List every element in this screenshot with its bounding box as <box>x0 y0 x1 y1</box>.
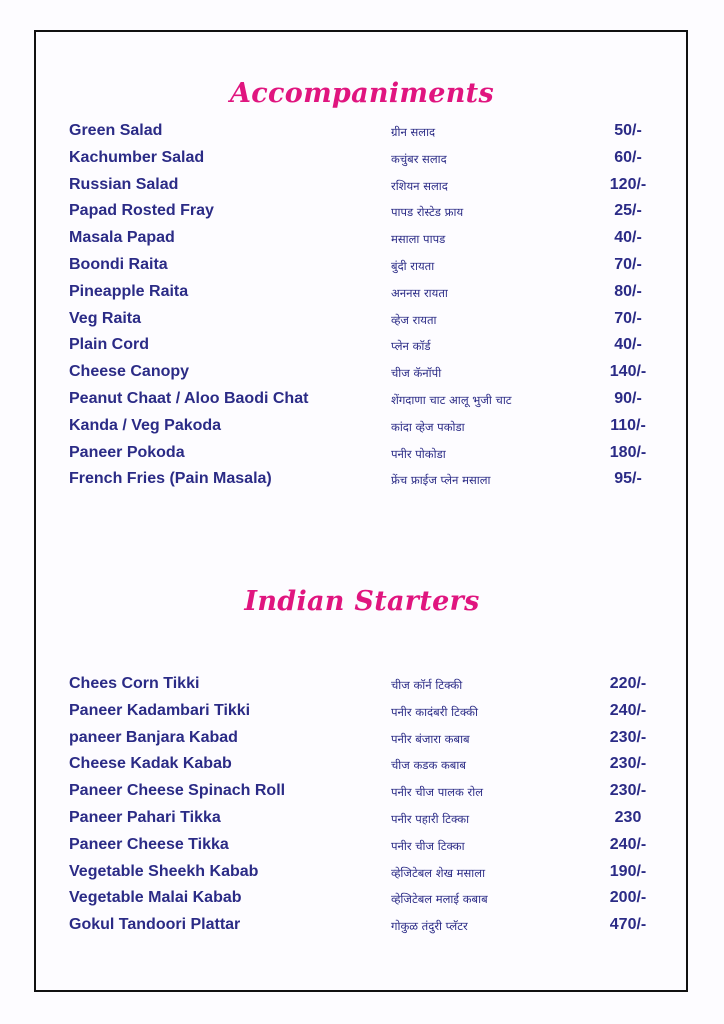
item-price: 70/- <box>614 309 642 327</box>
item-name: Paneer Cheese Spinach Roll <box>69 782 286 800</box>
item-price: 230/- <box>609 728 647 746</box>
item-name-marathi: व्हेजिटेबल शेख मसाला <box>391 865 486 880</box>
item-name: Papad Rosted Fray <box>69 202 214 220</box>
item-name-marathi: पनीर पोकोडा <box>391 446 446 461</box>
item-name: Russian Salad <box>69 175 179 193</box>
item-name-marathi: कचुंबर सलाद <box>391 151 447 166</box>
item-name: Paneer Pahari Tikka <box>69 809 221 826</box>
item-name-marathi: पनीर चीज टिक्का <box>391 838 465 853</box>
item-price: 230/- <box>609 782 647 800</box>
item-name-marathi: व्हेज रायता <box>391 312 437 327</box>
item-name-marathi: बुंदी रायता <box>391 259 435 273</box>
menu-item-row <box>0 727 724 753</box>
item-name: Plain Cord <box>69 336 150 354</box>
menu-item-row <box>0 780 724 806</box>
menu-item-row <box>0 700 724 726</box>
item-price: 140/- <box>609 363 647 381</box>
menu-item-row <box>0 388 724 414</box>
menu-item-row <box>0 120 724 146</box>
item-price: 180/- <box>609 443 647 461</box>
item-price: 50/- <box>614 122 642 139</box>
menu-item-row <box>0 361 724 387</box>
item-price: 240/- <box>609 701 647 719</box>
item-name: Gokul Tandoori Plattar <box>69 916 241 934</box>
item-price: 190/- <box>609 862 647 880</box>
item-name-marathi: शेंगदाणा चाट आलू भुजी चाट <box>391 393 512 407</box>
item-name-marathi: मसाला पापड <box>391 232 446 247</box>
item-name: Masala Papad <box>69 229 175 247</box>
item-name: Kachumber Salad <box>69 148 205 166</box>
item-name-marathi: गोकुळ तंदुरी प्लॅटर <box>391 919 468 934</box>
item-price: 80/- <box>614 282 642 300</box>
menu-item-row <box>0 442 724 468</box>
item-name: Cheese Kadak Kabab <box>69 755 232 773</box>
item-name-marathi: प्लेन कॉर्ड <box>391 339 431 354</box>
accompaniments-title: Accompaniments <box>230 78 494 109</box>
item-name-marathi: पापड रोस्टेड फ्राय <box>391 205 464 220</box>
item-price: 70/- <box>614 256 642 273</box>
menu-item-row <box>0 807 724 833</box>
menu-item-row <box>0 281 724 307</box>
item-price: 110/- <box>610 416 646 434</box>
menu-item-row <box>0 834 724 860</box>
item-name: Chees Corn Tikki <box>69 675 200 692</box>
menu-item-row <box>0 753 724 779</box>
item-name-marathi: पनीर चीज पालक रोल <box>391 785 483 800</box>
item-name: Boondi Raita <box>69 256 168 273</box>
item-name-marathi: व्हेजिटेबल मलाई कबाब <box>391 892 488 907</box>
item-price: 230 <box>614 809 642 826</box>
item-name: Veg Raita <box>69 309 142 327</box>
menu-item-row <box>0 200 724 226</box>
item-name-marathi: पनीर बंजारा कबाब <box>391 731 470 746</box>
item-price: 200/- <box>609 889 647 907</box>
menu-item-row <box>0 254 724 280</box>
item-name-marathi: चीज कडक कबाब <box>391 758 466 773</box>
menu-item-row <box>0 334 724 360</box>
item-name: paneer Banjara Kabad <box>69 728 238 746</box>
item-price: 90/- <box>614 390 642 407</box>
item-price: 95/- <box>614 470 642 488</box>
item-name: Paneer Cheese Tikka <box>69 835 229 853</box>
indian-starters-title: Indian Starters <box>244 586 480 617</box>
item-name: Green Salad <box>69 122 163 139</box>
item-name-marathi: रशियन सलाद <box>391 178 448 193</box>
item-name: Vegetable Malai Kabab <box>69 889 242 907</box>
item-name: Paneer Kadambari Tikki <box>69 701 251 719</box>
item-name: French Fries (Pain Masala) <box>69 470 272 488</box>
item-name: Vegetable Sheekh Kabab <box>69 862 259 880</box>
item-name-marathi: अननस रायता <box>391 285 448 300</box>
menu-item-row <box>0 174 724 200</box>
item-name-marathi: चीज कॉर्न टिक्की <box>391 678 463 692</box>
item-name-marathi: पनीर पहारी टिक्का <box>391 812 470 826</box>
menu-item-row <box>0 914 724 940</box>
menu-item-row <box>0 468 724 494</box>
menu-item-row <box>0 673 724 699</box>
item-name-marathi: कांदा व्हेज पकोडा <box>391 419 465 434</box>
menu-item-row <box>0 147 724 173</box>
item-name-marathi: फ्रेंच फ्राईज प्लेन मसाला <box>391 473 491 488</box>
item-price: 40/- <box>614 336 642 354</box>
menu-item-row <box>0 887 724 913</box>
item-price: 470/- <box>609 916 647 934</box>
menu-item-row <box>0 227 724 253</box>
item-price: 60/- <box>614 148 642 166</box>
menu-item-row <box>0 415 724 441</box>
menu-item-row <box>0 308 724 334</box>
item-name: Paneer Pokoda <box>69 443 185 461</box>
item-price: 230/- <box>609 755 647 773</box>
item-price: 240/- <box>609 835 647 853</box>
item-name: Pineapple Raita <box>69 282 189 300</box>
menu-item-row <box>0 861 724 887</box>
item-name-marathi: ग्रीन सलाद <box>391 125 436 139</box>
item-price: 220/- <box>609 675 647 692</box>
item-name: Kanda / Veg Pakoda <box>69 416 222 434</box>
item-price: 120/- <box>609 175 647 193</box>
item-name: Peanut Chaat / Aloo Baodi Chat <box>69 390 309 407</box>
item-name-marathi: चीज कॅनॉपी <box>391 366 442 381</box>
item-price: 25/- <box>614 202 642 220</box>
item-name: Cheese Canopy <box>69 363 190 381</box>
item-name-marathi: पनीर कादंबरी टिक्की <box>391 704 478 719</box>
item-price: 40/- <box>614 229 642 247</box>
